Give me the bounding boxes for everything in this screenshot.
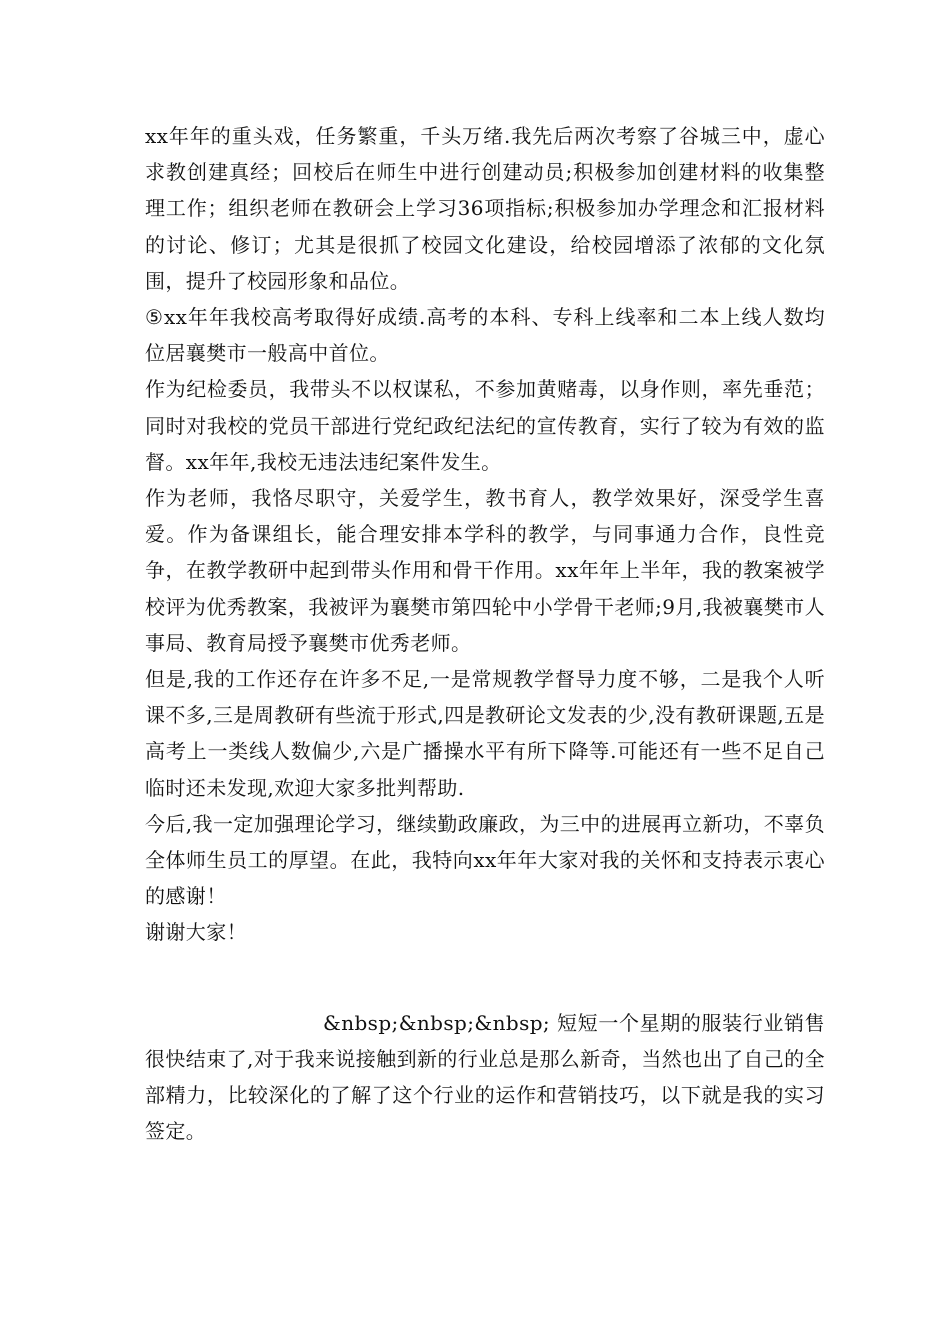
section-gap: [145, 951, 825, 1005]
paragraph-thanks: 谢谢大家！: [145, 920, 247, 945]
paragraph-teacher-role: 作为老师，我恪尽职守，关爱学生，教书育人，教学效果好，深受学生喜爱。作为备课组长，能合理安排本学科的教学，与同事通力合作，良性竞争，在教学教研中起到带头作用和骨干作用。xx年年上半年，我的教案被学校评为优秀教案，我被评为襄樊市第四轮中小学骨干老师;9月,我被襄樊市人事局、教育局授予襄樊市优秀老师。: [145, 486, 825, 655]
document-body: [145, 118, 825, 1149]
paragraph-internship-intro: &nbsp;&nbsp;&nbsp; 短短一个星期的服装行业销售很快结束了,对于我来说接触到新的行业总是那么新奇，当然也出了自己的全部精力，比较深化的了解了这个行业的运作和营销技巧，以下就是我的实习签定。: [145, 1010, 825, 1144]
paragraph-exam-results: ⑤xx年年我校高考取得好成绩.高考的本科、专科上线率和二本上线人数均位居襄樊市一般高中首位。: [145, 305, 825, 366]
paragraph-campus-creation: xx年年的重头戏，任务繁重，千头万绪.我先后两次考察了谷城三中，虚心求教创建真经；回校后在师生中进行创建动员;积极参加创建材料的收集整理工作；组织老师在教研会上学习36项指标;积极参加办学理念和汇报材料的讨论、修订；尤其是很抓了校园文化建设，给校园增添了浓郁的文化氛围，提升了校园形象和品位。: [145, 124, 825, 293]
paragraph-discipline-committee: 作为纪检委员，我带头不以权谋私，不参加黄赌毒，以身作则，率先垂范；同时对我校的党员干部进行党纪政纪法纪的宣传教育，实行了较为有效的监督。xx年年,我校无违法违纪案件发生。: [145, 377, 825, 474]
paragraph-future-plans: 今后,我一定加强理论学习，继续勤政廉政，为三中的进展再立新功，不辜负全体师生员工的厚望。在此，我特向xx年年大家对我的关怀和支持表示衷心的感谢！: [145, 811, 825, 909]
paragraph-shortcomings: 但是,我的工作还存在许多不足,一是常规教学督导力度不够，二是我个人听课不多,三是周教研有些流于形式,四是教研论文发表的少,没有教研课题,五是高考上一类线人数偏少,六是广播操水平有所下降等.可能还有一些不足自己临时还未发现,欢迎大家多批判帮助.: [145, 667, 825, 800]
